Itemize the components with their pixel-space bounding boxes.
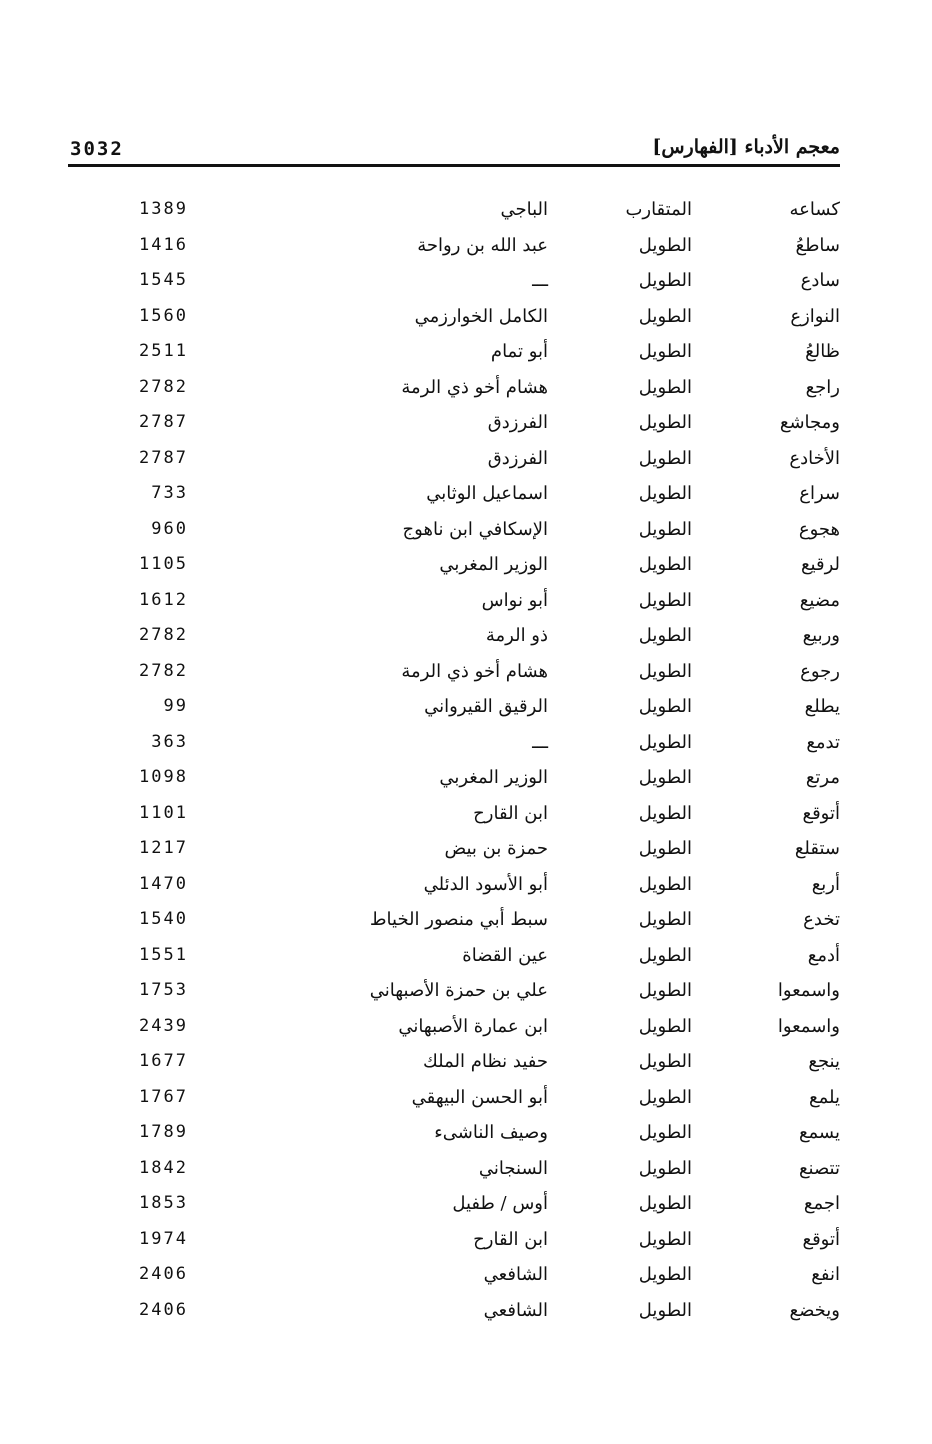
meter-name: الطويل bbox=[638, 873, 692, 895]
rhyme-word: انفع bbox=[811, 1264, 840, 1285]
table-row bbox=[68, 1189, 840, 1225]
rhyme-word: لرقيع bbox=[800, 554, 840, 575]
page-reference: 1974 bbox=[139, 1228, 188, 1249]
rhyme-word: رجوع bbox=[800, 660, 840, 682]
table-row bbox=[68, 586, 840, 622]
meter-name: الطويل bbox=[638, 376, 692, 398]
page-reference: 733 bbox=[151, 483, 188, 503]
rhyme-word: سراع bbox=[799, 483, 840, 504]
rhyme-word: يطلع bbox=[804, 696, 840, 717]
page-reference: 2406 bbox=[139, 1299, 188, 1320]
meter-name: الطويل bbox=[638, 1228, 692, 1250]
meter-name: الطويل bbox=[638, 980, 692, 1001]
running-title: معجم الأدباء [الفهارس] bbox=[652, 136, 840, 158]
table-row bbox=[68, 195, 840, 231]
poet-name: الكامل الخوارزمي bbox=[414, 305, 548, 327]
meter-name: الطويل bbox=[638, 1264, 692, 1285]
page-reference: 1098 bbox=[139, 767, 188, 787]
table-row bbox=[68, 373, 840, 409]
table-row bbox=[68, 1296, 840, 1332]
table-row bbox=[68, 231, 840, 267]
table-row bbox=[68, 728, 840, 764]
table-row bbox=[68, 976, 840, 1012]
poet-name: ـــ bbox=[532, 731, 548, 753]
page-reference: 2782 bbox=[139, 376, 188, 397]
meter-name: الطويل bbox=[638, 447, 692, 469]
poet-name: حفيد نظام الملك bbox=[423, 1051, 548, 1072]
meter-name: الطويل bbox=[638, 270, 692, 291]
meter-name: الطويل bbox=[638, 696, 692, 717]
page-reference: 1612 bbox=[139, 589, 188, 610]
table-row bbox=[68, 799, 840, 835]
page-reference: 1217 bbox=[139, 838, 188, 858]
page-reference: 2782 bbox=[139, 660, 188, 681]
rhyme-word: أتوقع bbox=[802, 802, 840, 824]
meter-name: الطويل bbox=[638, 1051, 692, 1072]
rhyme-word: ومجاشع bbox=[779, 412, 840, 433]
poet-name: عبد الله بن رواحة bbox=[417, 234, 548, 256]
table-row bbox=[68, 1047, 840, 1083]
table-row bbox=[68, 337, 840, 373]
page-reference: 363 bbox=[151, 731, 188, 752]
table-row bbox=[68, 1083, 840, 1119]
rhyme-word: راجع bbox=[805, 376, 840, 398]
rhyme-word: الأخادع bbox=[789, 447, 840, 469]
poet-name: الرقيق القيرواني bbox=[424, 696, 548, 717]
meter-name: الطويل bbox=[638, 341, 692, 362]
rhyme-word: ويخضع bbox=[789, 1299, 840, 1321]
poet-name: الشافعي bbox=[483, 1264, 548, 1285]
rhyme-word: واسمعوا bbox=[777, 980, 840, 1001]
table-row bbox=[68, 266, 840, 302]
page-reference: 2787 bbox=[139, 447, 188, 468]
poet-name: أوس / طفيل bbox=[452, 1193, 548, 1214]
meter-name: الطويل bbox=[638, 589, 692, 611]
poet-name: الشافعي bbox=[483, 1299, 548, 1321]
meter-name: الطويل bbox=[638, 554, 692, 575]
page-reference: 1389 bbox=[139, 199, 188, 219]
table-row bbox=[68, 1154, 840, 1190]
rhyme-word: مرتع bbox=[805, 767, 840, 788]
table-row bbox=[68, 870, 840, 906]
table-row bbox=[68, 479, 840, 515]
meter-name: الطويل bbox=[638, 1122, 692, 1143]
rhyme-word: كساعه bbox=[789, 199, 840, 220]
poet-name: ابن عمارة الأصبهاني bbox=[398, 1015, 548, 1037]
rhyme-word: تتصنع bbox=[798, 1157, 840, 1179]
page-number: 3032 bbox=[70, 138, 124, 160]
rhyme-word: مضيع bbox=[799, 589, 840, 611]
meter-name: الطويل bbox=[638, 838, 692, 859]
rhyme-word: يلمع bbox=[809, 1086, 840, 1108]
table-row bbox=[68, 515, 840, 551]
table-row bbox=[68, 408, 840, 444]
poet-name: عين القضاة bbox=[462, 944, 548, 966]
rhyme-word: يسمع bbox=[798, 1122, 840, 1143]
page-reference: 2406 bbox=[139, 1264, 188, 1284]
rhyme-word: هجوع bbox=[798, 518, 840, 540]
page-reference: 1551 bbox=[139, 944, 188, 965]
page-reference: 1677 bbox=[139, 1051, 188, 1071]
header-rule bbox=[68, 164, 840, 167]
poet-name: أبو الأسود الدئلي bbox=[423, 873, 548, 895]
meter-name: الطويل bbox=[638, 660, 692, 682]
poet-name: الفرزدق bbox=[487, 447, 548, 469]
rhyme-word: النوازع bbox=[790, 305, 840, 327]
rhyme-index-table bbox=[68, 195, 840, 1331]
page-reference: 1470 bbox=[139, 873, 188, 894]
meter-name: الطويل bbox=[638, 625, 692, 646]
rhyme-word: ينجع bbox=[808, 1051, 840, 1072]
table-row bbox=[68, 1225, 840, 1261]
page-reference: 1560 bbox=[139, 305, 188, 326]
page-reference: 1842 bbox=[139, 1157, 188, 1178]
poet-name: وصيف الناشىء bbox=[434, 1122, 548, 1143]
meter-name: الطويل bbox=[638, 909, 692, 930]
page-reference: 2511 bbox=[139, 341, 188, 361]
page-reference: 1753 bbox=[139, 980, 188, 1000]
poet-name: أبو تمام bbox=[490, 341, 548, 362]
rhyme-word: أدمع bbox=[807, 944, 840, 966]
meter-name: الطويل bbox=[638, 483, 692, 504]
rhyme-word: سادع bbox=[800, 270, 840, 291]
meter-name: الطويل bbox=[638, 1015, 692, 1037]
meter-name: الطويل bbox=[638, 731, 692, 753]
page-reference: 1545 bbox=[139, 270, 188, 290]
meter-name: الطويل bbox=[638, 1086, 692, 1108]
page-reference: 1105 bbox=[139, 554, 188, 574]
page-reference: 1540 bbox=[139, 909, 188, 929]
meter-name: الطويل bbox=[638, 305, 692, 327]
table-row bbox=[68, 1012, 840, 1048]
meter-name: الطويل bbox=[638, 802, 692, 824]
poet-name: حمزة بن بيض bbox=[444, 838, 548, 859]
table-row bbox=[68, 834, 840, 870]
meter-name: الطويل bbox=[638, 1193, 692, 1214]
table-row bbox=[68, 941, 840, 977]
page-reference: 1101 bbox=[139, 802, 188, 823]
page-reference: 2787 bbox=[139, 412, 188, 432]
poet-name: ـــ bbox=[532, 270, 548, 291]
table-row bbox=[68, 1118, 840, 1154]
meter-name: الطويل bbox=[638, 1299, 692, 1321]
poet-name: الوزير المغربي bbox=[439, 554, 548, 575]
poet-name: الوزير المغربي bbox=[439, 767, 548, 788]
rhyme-word: اجمع bbox=[803, 1193, 840, 1214]
poet-name: أبو الحسن البيهقي bbox=[411, 1086, 548, 1108]
poet-name: الإسكافي ابن ناهوج bbox=[402, 518, 548, 540]
table-row bbox=[68, 692, 840, 728]
rhyme-word: واسمعوا bbox=[777, 1015, 840, 1037]
meter-name: الطويل bbox=[638, 234, 692, 256]
page-reference: 1853 bbox=[139, 1193, 188, 1213]
table-row bbox=[68, 550, 840, 586]
poet-name: اسماعيل الوثابي bbox=[426, 483, 548, 504]
rhyme-word: ستقلع bbox=[794, 838, 840, 859]
table-row bbox=[68, 657, 840, 693]
poet-name: الباجي bbox=[500, 199, 548, 220]
poet-name: الفرزدق bbox=[487, 412, 548, 433]
table-row bbox=[68, 621, 840, 657]
page-reference: 1789 bbox=[139, 1122, 188, 1142]
rhyme-word: أتوقع bbox=[802, 1228, 840, 1250]
rhyme-word: أربع bbox=[811, 873, 840, 895]
poet-name: هشام أخو ذي الرمة bbox=[401, 376, 548, 398]
page-reference: 2782 bbox=[139, 625, 188, 645]
poet-name: هشام أخو ذي الرمة bbox=[401, 660, 548, 682]
poet-name: ابن القارح bbox=[473, 1228, 548, 1250]
poet-name: علي بن حمزة الأصبهاني bbox=[369, 980, 548, 1001]
poet-name: ذو الرمة bbox=[485, 625, 548, 646]
table-row bbox=[68, 1260, 840, 1296]
meter-name: الطويل bbox=[638, 1157, 692, 1179]
rhyme-word: وربيع bbox=[802, 625, 840, 646]
page-reference: 2439 bbox=[139, 1015, 188, 1036]
poet-name: السنجاني bbox=[478, 1157, 548, 1179]
rhyme-word: تخدع bbox=[803, 909, 840, 930]
rhyme-word: تدمع bbox=[806, 731, 840, 753]
rhyme-word: ظالعُ bbox=[805, 341, 840, 362]
poet-name: ابن القارح bbox=[473, 802, 548, 824]
page-reference: 99 bbox=[163, 696, 188, 716]
page-reference: 960 bbox=[151, 518, 188, 539]
page-reference: 1416 bbox=[139, 234, 188, 255]
meter-name: الطويل bbox=[638, 518, 692, 540]
table-row bbox=[68, 905, 840, 941]
poet-name: أبو نواس bbox=[481, 589, 548, 611]
table-row bbox=[68, 444, 840, 480]
meter-name: الطويل bbox=[638, 944, 692, 966]
table-row bbox=[68, 302, 840, 338]
meter-name: الطويل bbox=[638, 767, 692, 788]
meter-name: المتقارب bbox=[625, 199, 692, 220]
meter-name: الطويل bbox=[638, 412, 692, 433]
poet-name: سبط أبي منصور الخياط bbox=[369, 909, 548, 930]
table-row bbox=[68, 763, 840, 799]
rhyme-word: ساطعُ bbox=[795, 234, 840, 256]
page-reference: 1767 bbox=[139, 1086, 188, 1107]
